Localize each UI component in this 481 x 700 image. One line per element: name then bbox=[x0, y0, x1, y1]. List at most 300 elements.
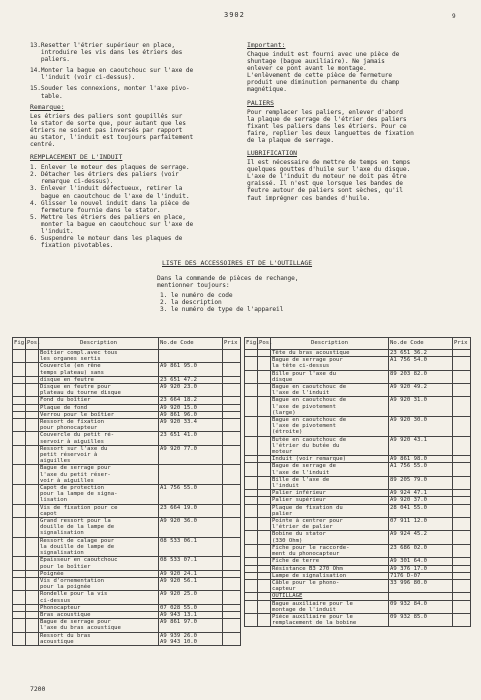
row-description: Bille de l'axe de l'induit bbox=[271, 476, 389, 489]
table-row bbox=[13, 557, 241, 570]
row-code: A9 920 37.0 bbox=[389, 497, 453, 504]
table-row bbox=[13, 384, 241, 397]
footer-code: 7200 bbox=[30, 685, 46, 693]
row-description: Lampe de signalisation bbox=[271, 572, 389, 579]
row-description: Bague de serrage pour la tête ci-dessus bbox=[271, 357, 389, 370]
row-description: Couvercle du petit ré- servoir à aiguilles bbox=[39, 432, 159, 445]
row-prix bbox=[223, 419, 241, 432]
row-description: Bague en caoutchouc de l'axe de pivotement (large) bbox=[271, 397, 389, 417]
row-pos bbox=[258, 350, 271, 357]
table-row bbox=[13, 411, 241, 418]
table-row bbox=[245, 579, 471, 592]
step-item: 6. Suspendre le moteur dans les plaques de fixation pivotables. bbox=[30, 235, 183, 250]
table-row bbox=[245, 613, 471, 626]
row-prix bbox=[223, 465, 241, 485]
table-row bbox=[245, 370, 471, 383]
left-column bbox=[30, 42, 242, 249]
row-code: A9 861 98.0 bbox=[389, 456, 453, 463]
row-prix bbox=[453, 613, 471, 626]
row-pos bbox=[258, 600, 271, 613]
parts-table-left bbox=[12, 337, 241, 646]
row-fig bbox=[245, 357, 258, 370]
row-code bbox=[159, 465, 223, 485]
table-row bbox=[13, 404, 241, 411]
row-fig bbox=[245, 436, 258, 456]
row-code: 23 686 02.0 bbox=[389, 544, 453, 557]
row-fig bbox=[13, 363, 26, 376]
row-code: A9 920 36.0 bbox=[159, 518, 223, 538]
row-code: A9 939 26.0 A9 943 10.0 bbox=[159, 632, 223, 645]
table-row bbox=[13, 485, 241, 505]
table-row bbox=[245, 463, 471, 476]
paliers-heading: PALIERS bbox=[247, 98, 274, 107]
table-row bbox=[13, 537, 241, 557]
paliers-text: Pour remplacer les paliers, enlever d'abord la plaque de serrage de l'étrier des paliers fixant les paliers dans les étriers. Pour ce faire, replier les deux languettes de fixation de la plaque de serrage. bbox=[247, 108, 414, 144]
table-row bbox=[245, 593, 471, 600]
col-code: No.de Code bbox=[159, 338, 223, 350]
row-code: A9 920 25.0 bbox=[159, 591, 223, 604]
row-prix bbox=[223, 350, 241, 363]
table-row bbox=[245, 397, 471, 417]
table-row bbox=[13, 611, 241, 618]
row-pos bbox=[26, 619, 39, 632]
row-fig bbox=[13, 411, 26, 418]
row-code: A9 943 13.1 bbox=[159, 611, 223, 618]
row-code: A9 301 64.0 bbox=[389, 558, 453, 565]
row-description: Verrou pour le boîtier bbox=[39, 411, 159, 418]
instruction-14: 14.Monter la bague en caoutchouc sur l'axe de l'induit (voir ci-dessus). bbox=[30, 67, 194, 82]
row-fig bbox=[13, 432, 26, 445]
row-pos bbox=[26, 404, 39, 411]
row-description: Ressort de fixation pour phonocapteur bbox=[39, 419, 159, 432]
row-fig bbox=[13, 485, 26, 505]
row-pos bbox=[26, 384, 39, 397]
row-pos bbox=[26, 397, 39, 404]
table-row bbox=[245, 497, 471, 504]
row-fig bbox=[13, 445, 26, 465]
row-code: A9 920 77.0 bbox=[159, 445, 223, 465]
list-point: 2. la description bbox=[160, 299, 222, 307]
row-fig bbox=[13, 577, 26, 590]
row-prix bbox=[223, 577, 241, 590]
row-prix bbox=[453, 397, 471, 417]
table-row bbox=[13, 577, 241, 590]
row-pos bbox=[258, 490, 271, 497]
step-item: 2. Détacher les étriers des paliers (voir remarque ci-dessus). bbox=[30, 171, 179, 186]
row-prix bbox=[453, 544, 471, 557]
row-description: Rondelle pour la vis ci-dessus bbox=[39, 591, 159, 604]
row-code: A1 756 54.0 bbox=[389, 357, 453, 370]
table-row bbox=[245, 504, 471, 517]
row-fig bbox=[245, 600, 258, 613]
row-description: Bague en caoutchouc de l'axe de pivotement (étroite) bbox=[271, 417, 389, 437]
table-header-row bbox=[245, 338, 471, 350]
row-prix bbox=[453, 456, 471, 463]
row-fig bbox=[245, 518, 258, 531]
row-pos bbox=[26, 411, 39, 418]
table-row bbox=[245, 572, 471, 579]
row-description: Résistance B3 270 Ohm bbox=[271, 565, 389, 572]
row-description: Bras acoustique bbox=[39, 611, 159, 618]
row-prix bbox=[223, 384, 241, 397]
row-code: A9 920 24.1 bbox=[159, 570, 223, 577]
table-row bbox=[13, 591, 241, 604]
row-description: Couvercle (en rêne temps plateau) sans bbox=[39, 363, 159, 376]
row-pos bbox=[26, 570, 39, 577]
row-pos bbox=[26, 504, 39, 517]
row-code bbox=[389, 593, 453, 600]
row-prix bbox=[223, 619, 241, 632]
row-description: Plaque de fixation du palier bbox=[271, 504, 389, 517]
row-pos bbox=[26, 591, 39, 604]
row-description: Vis de fixation pour ce capot bbox=[39, 504, 159, 517]
row-code: A9 920 33.4 bbox=[159, 419, 223, 432]
row-pos bbox=[26, 632, 39, 645]
instruction-13: 13.Resetter l'étrier supérieur en place, introduire les vis dans les étriers des paliers. bbox=[30, 42, 183, 64]
row-code: A9 861 96.0 bbox=[159, 411, 223, 418]
table-row bbox=[13, 604, 241, 611]
row-description: Butée en caoutchouc de l'étrier du butée du moteur bbox=[271, 436, 389, 456]
row-prix bbox=[453, 463, 471, 476]
row-description: Grand ressort pour la douille de la lampe de signalisation bbox=[39, 518, 159, 538]
row-fig bbox=[245, 565, 258, 572]
row-description: Poignée bbox=[39, 570, 159, 577]
row-code: A9 920 30.0 bbox=[389, 417, 453, 437]
row-fig bbox=[13, 518, 26, 538]
row-prix bbox=[223, 518, 241, 538]
row-prix bbox=[453, 558, 471, 565]
table-row bbox=[245, 357, 471, 370]
row-pos bbox=[258, 572, 271, 579]
row-description: Phonocapteur bbox=[39, 604, 159, 611]
row-description: Vis d'ornementation pour la poignée bbox=[39, 577, 159, 590]
row-fig bbox=[245, 397, 258, 417]
row-prix bbox=[453, 600, 471, 613]
table-row bbox=[13, 465, 241, 485]
row-pos bbox=[26, 376, 39, 383]
table-row bbox=[245, 476, 471, 489]
row-pos bbox=[26, 445, 39, 465]
row-prix bbox=[223, 376, 241, 383]
row-fig bbox=[13, 350, 26, 363]
table-header-row bbox=[13, 338, 241, 350]
important-heading: Important: bbox=[247, 41, 286, 49]
row-prix bbox=[223, 411, 241, 418]
row-fig bbox=[13, 384, 26, 397]
col-prix: Prix bbox=[223, 338, 241, 350]
row-pos bbox=[258, 476, 271, 489]
row-description: Boîtier compl.avec tous les organes sertis bbox=[39, 350, 159, 363]
remarque-heading: Remarque: bbox=[30, 102, 65, 111]
row-prix bbox=[223, 611, 241, 618]
row-pos bbox=[258, 558, 271, 565]
row-description: OUTILLAGE bbox=[271, 593, 389, 600]
table-row bbox=[13, 445, 241, 465]
steps-list bbox=[30, 164, 242, 249]
row-prix bbox=[453, 518, 471, 531]
table-row bbox=[13, 419, 241, 432]
row-code: 23 651 36.2 bbox=[389, 350, 453, 357]
section-heading-induit: REMPLACEMENT DE L'INDUIT bbox=[30, 153, 123, 162]
row-pos bbox=[26, 465, 39, 485]
row-prix bbox=[223, 632, 241, 645]
row-fig bbox=[13, 604, 26, 611]
row-description: Bague de serrage pour l'axe du petit réser- voir à aiguilles bbox=[39, 465, 159, 485]
row-code: 08 533 07.1 bbox=[159, 557, 223, 570]
table-row bbox=[245, 558, 471, 565]
row-pos bbox=[258, 397, 271, 417]
list-title: LISTE DES ACCESSOIRES ET DE L'OUTILLAGE bbox=[162, 259, 313, 267]
row-pos bbox=[258, 593, 271, 600]
row-fig bbox=[13, 465, 26, 485]
lubrification-text: Il est nécessaire de mettre de temps en temps quelques gouttes d'huile sur l'axe du disque. L'axe de l'induit du moteur ne doit pas être graissé. Il n'est que lorsque les bandes de feutre autour de paliers sont sèches, qu'il faut imprégner ces bandes d'huile. bbox=[247, 159, 411, 202]
row-description: Disque en feutre pour plateau du tourne disque bbox=[39, 384, 159, 397]
row-prix bbox=[223, 557, 241, 570]
row-fig bbox=[13, 632, 26, 645]
row-pos bbox=[26, 363, 39, 376]
row-prix bbox=[453, 384, 471, 397]
row-fig bbox=[245, 417, 258, 437]
row-code: 23 664 19.0 bbox=[159, 504, 223, 517]
row-fig bbox=[245, 579, 258, 592]
row-fig bbox=[245, 463, 258, 476]
table-row bbox=[245, 384, 471, 397]
table-row bbox=[245, 518, 471, 531]
row-pos bbox=[26, 419, 39, 432]
row-pos bbox=[26, 604, 39, 611]
col-description: Description bbox=[271, 338, 389, 350]
row-fig bbox=[245, 490, 258, 497]
row-fig bbox=[13, 376, 26, 383]
row-prix bbox=[223, 591, 241, 604]
row-fig bbox=[245, 384, 258, 397]
table-row bbox=[13, 432, 241, 445]
row-fig bbox=[245, 504, 258, 517]
row-prix bbox=[453, 476, 471, 489]
row-description: Pièce auxiliaire pour le remplacement de la bobine bbox=[271, 613, 389, 626]
col-fig: Fig. bbox=[13, 338, 26, 350]
row-prix bbox=[453, 497, 471, 504]
table-row bbox=[13, 504, 241, 517]
row-prix bbox=[223, 432, 241, 445]
row-description: Capot de protection pour la lampe de signa- lisation bbox=[39, 485, 159, 505]
row-description: Bague de serrage de l'axe de l'induit bbox=[271, 463, 389, 476]
remarque-text: Les étriers des paliers sont goupillés sur le stator de sorte que, pour autant que les étriers ne soient pas inversés par rapport au stator, l'induit est toujours parfaitement centré. bbox=[30, 112, 194, 149]
list-points bbox=[160, 292, 283, 313]
row-pos bbox=[26, 350, 39, 363]
row-code: 23 651 47.2 bbox=[159, 376, 223, 383]
row-prix bbox=[223, 570, 241, 577]
table-row bbox=[13, 518, 241, 538]
row-description: Ressort de calage pour la douille de lampe de signalisation bbox=[39, 537, 159, 557]
table-row bbox=[245, 544, 471, 557]
row-pos bbox=[26, 611, 39, 618]
row-prix bbox=[453, 350, 471, 357]
row-prix bbox=[453, 579, 471, 592]
row-description: Plaque de fond bbox=[39, 404, 159, 411]
row-prix bbox=[453, 370, 471, 383]
col-fig: Fig. bbox=[245, 338, 258, 350]
row-prix bbox=[453, 490, 471, 497]
row-pos bbox=[26, 537, 39, 557]
row-code: 89 205 79.0 bbox=[389, 476, 453, 489]
col-prix: Prix bbox=[453, 338, 471, 350]
table-row bbox=[13, 570, 241, 577]
table-row bbox=[245, 531, 471, 544]
row-fig bbox=[245, 531, 258, 544]
row-fig bbox=[245, 558, 258, 565]
row-code: 07 028 55.0 bbox=[159, 604, 223, 611]
instruction-15: 15.Souder les connexions, monter l'axe pivo- table. bbox=[30, 85, 190, 100]
col-code: No.de Code bbox=[389, 338, 453, 350]
row-code: A9 920 49.2 bbox=[389, 384, 453, 397]
row-fig bbox=[245, 370, 258, 383]
row-description: Ressort du bras acoustique bbox=[39, 632, 159, 645]
row-fig bbox=[13, 404, 26, 411]
row-pos bbox=[26, 485, 39, 505]
row-pos bbox=[258, 518, 271, 531]
row-code: 23 664 18.2 bbox=[159, 397, 223, 404]
row-code: 7176 D-07 bbox=[389, 572, 453, 579]
table-row bbox=[13, 350, 241, 363]
row-pos bbox=[258, 384, 271, 397]
lubrification-heading: LUBRIFICATION bbox=[247, 149, 298, 158]
row-pos bbox=[26, 577, 39, 590]
list-point: 3. le numéro de type de l'appareil bbox=[160, 306, 284, 314]
row-pos bbox=[258, 436, 271, 456]
row-code: A9 861 95.0 bbox=[159, 363, 223, 376]
row-prix bbox=[453, 357, 471, 370]
row-description: disque en feutre bbox=[39, 376, 159, 383]
right-column bbox=[247, 42, 457, 206]
row-prix bbox=[223, 445, 241, 465]
table-row bbox=[245, 417, 471, 437]
row-code bbox=[159, 350, 223, 363]
step-item: 1. Enlever le moteur des plaques de serrage. bbox=[30, 164, 190, 172]
row-description: Fiche pour le raccorde- ment du phonocapteur bbox=[271, 544, 389, 557]
row-fig bbox=[13, 419, 26, 432]
row-fig bbox=[13, 397, 26, 404]
table-row bbox=[13, 397, 241, 404]
row-pos bbox=[258, 456, 271, 463]
row-code: A9 920 31.0 bbox=[389, 397, 453, 417]
row-code: 89 203 82.0 bbox=[389, 370, 453, 383]
row-code: 09 932 85.0 bbox=[389, 613, 453, 626]
row-code: A9 924 47.1 bbox=[389, 490, 453, 497]
row-prix bbox=[223, 604, 241, 611]
row-prix bbox=[223, 404, 241, 411]
row-prix bbox=[223, 363, 241, 376]
row-prix bbox=[453, 436, 471, 456]
row-code: A9 920 56.1 bbox=[159, 577, 223, 590]
table-row bbox=[13, 376, 241, 383]
row-description: Fond du boîtier bbox=[39, 397, 159, 404]
row-description: Ressort sur l'axe du petit réservoir à aiguilles bbox=[39, 445, 159, 465]
table-row bbox=[245, 600, 471, 613]
row-fig bbox=[245, 544, 258, 557]
row-code: A1 756 55.0 bbox=[389, 463, 453, 476]
col-description: Description bbox=[39, 338, 159, 350]
row-pos bbox=[258, 463, 271, 476]
row-prix bbox=[453, 417, 471, 437]
table-row bbox=[13, 632, 241, 645]
row-prix bbox=[453, 593, 471, 600]
row-pos bbox=[258, 531, 271, 544]
row-fig bbox=[245, 593, 258, 600]
row-code: 28 041 55.0 bbox=[389, 504, 453, 517]
row-description: Bobine du stator (330 Ohm) bbox=[271, 531, 389, 544]
row-pos bbox=[258, 565, 271, 572]
row-prix bbox=[223, 537, 241, 557]
parts-table-right bbox=[244, 337, 471, 627]
row-prix bbox=[453, 565, 471, 572]
table-row bbox=[13, 619, 241, 632]
row-fig bbox=[13, 504, 26, 517]
row-fig bbox=[13, 611, 26, 618]
row-prix bbox=[223, 485, 241, 505]
row-pos bbox=[258, 497, 271, 504]
row-description: Epaisseur en caoutchouc pour le boîtier bbox=[39, 557, 159, 570]
row-description: Bague en caoutchouc de l'axe de l'induit bbox=[271, 384, 389, 397]
row-code: A9 376 17.0 bbox=[389, 565, 453, 572]
row-description: Palier supérieur bbox=[271, 497, 389, 504]
table-row bbox=[245, 350, 471, 357]
row-description: Bille pour l'axe du disque bbox=[271, 370, 389, 383]
row-prix bbox=[453, 572, 471, 579]
row-code: A9 920 15.0 bbox=[159, 404, 223, 411]
row-fig bbox=[245, 350, 258, 357]
row-fig bbox=[245, 497, 258, 504]
row-fig bbox=[245, 613, 258, 626]
row-description: Bague auxiliaire pour le montage de l'induit bbox=[271, 600, 389, 613]
row-code: 09 932 84.0 bbox=[389, 600, 453, 613]
row-pos bbox=[258, 579, 271, 592]
row-code: A9 861 97.0 bbox=[159, 619, 223, 632]
row-prix bbox=[453, 531, 471, 544]
important-text: Chaque induit est fourni avec une pièce de shuntage (bague auxiliaire). Ne jamais enlever ce pont avant le montage. L'enlèvement de cette pièce de fermeture produit une diminution permanente du champ magnétique. bbox=[247, 51, 400, 94]
row-fig bbox=[13, 591, 26, 604]
row-pos bbox=[258, 417, 271, 437]
row-fig bbox=[245, 476, 258, 489]
row-code: A9 920 43.1 bbox=[389, 436, 453, 456]
step-item: 5. Mettre les étriers des paliers en place, monter la bague en caoutchouc sur l'axe de l'induit. bbox=[30, 213, 194, 235]
col-pos: Pos. bbox=[26, 338, 39, 350]
row-description: Tête du bras acoustique bbox=[271, 350, 389, 357]
row-pos bbox=[26, 557, 39, 570]
row-pos bbox=[258, 613, 271, 626]
row-prix bbox=[223, 504, 241, 517]
row-fig bbox=[13, 557, 26, 570]
row-pos bbox=[26, 518, 39, 538]
page-code: 3902 bbox=[224, 11, 245, 19]
row-fig bbox=[13, 619, 26, 632]
row-fig bbox=[245, 456, 258, 463]
row-prix bbox=[223, 397, 241, 404]
row-description: Palier inférieur bbox=[271, 490, 389, 497]
col-pos: Pos. bbox=[258, 338, 271, 350]
row-code: 23 651 41.0 bbox=[159, 432, 223, 445]
row-fig bbox=[13, 570, 26, 577]
row-pos bbox=[258, 504, 271, 517]
list-point: 1. le numéro de code bbox=[160, 292, 233, 299]
row-pos bbox=[258, 544, 271, 557]
row-description: Câble pour le phono- capteur bbox=[271, 579, 389, 592]
row-code: 07 911 12.0 bbox=[389, 518, 453, 531]
row-code: 08 533 06.1 bbox=[159, 537, 223, 557]
table-row bbox=[245, 490, 471, 497]
step-item: 4. Glisser le nouvel induit dans la pièce de fermeture fournie dans le stator. bbox=[30, 199, 190, 214]
row-description: Fiche de terre bbox=[271, 558, 389, 565]
